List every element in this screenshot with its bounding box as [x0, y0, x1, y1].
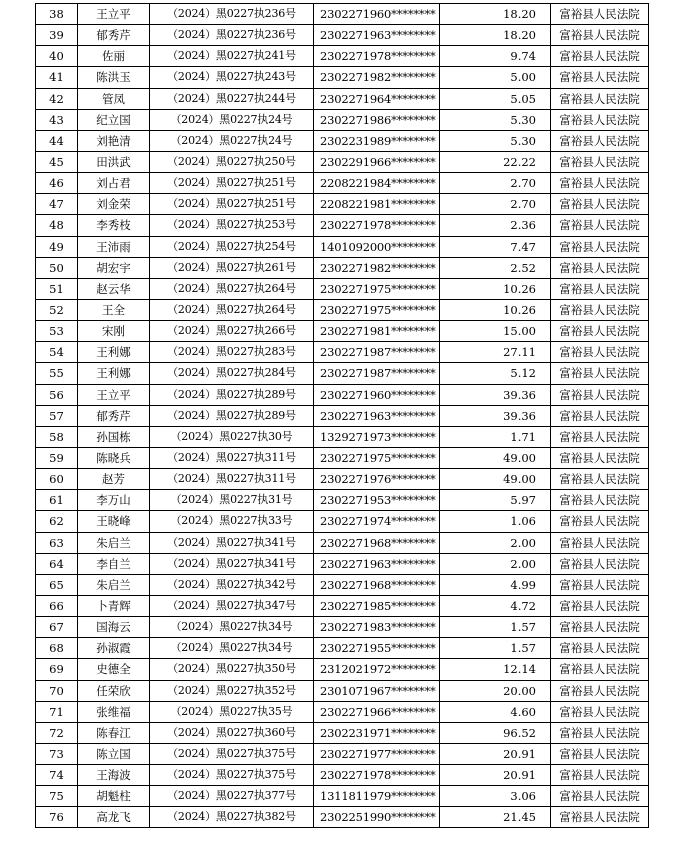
case-number-cell: （2024）黑0227执266号	[150, 321, 314, 342]
amount-cell: 9.74	[440, 46, 551, 67]
row-number-cell: 53	[36, 321, 78, 342]
row-number-cell: 72	[36, 722, 78, 743]
court-name-cell: 富裕县人民法院	[551, 88, 649, 109]
person-name-cell: 刘金荣	[78, 194, 150, 215]
table-row	[36, 363, 649, 384]
case-number-cell: （2024）黑0227执375号	[150, 765, 314, 786]
case-number-cell: （2024）黑0227执261号	[150, 257, 314, 278]
row-number-cell: 43	[36, 109, 78, 130]
person-name-cell: 纪立国	[78, 109, 150, 130]
person-name-cell: 李秀枝	[78, 215, 150, 236]
person-name-cell: 郁秀芹	[78, 25, 150, 46]
row-number-cell: 68	[36, 638, 78, 659]
table-body	[36, 4, 649, 828]
amount-cell: 18.20	[440, 25, 551, 46]
case-number-cell: （2024）黑0227执236号	[150, 25, 314, 46]
row-number-cell: 60	[36, 469, 78, 490]
id-number-cell: 2302271953********	[314, 490, 440, 511]
amount-cell: 1.71	[440, 426, 551, 447]
person-name-cell: 王立平	[78, 4, 150, 25]
court-name-cell: 富裕县人民法院	[551, 574, 649, 595]
amount-cell: 20.00	[440, 680, 551, 701]
court-name-cell: 富裕县人民法院	[551, 194, 649, 215]
court-name-cell: 富裕县人民法院	[551, 151, 649, 172]
table-row	[36, 405, 649, 426]
case-number-cell: （2024）黑0227执24号	[150, 109, 314, 130]
amount-cell: 18.20	[440, 4, 551, 25]
row-number-cell: 45	[36, 151, 78, 172]
table-row	[36, 426, 649, 447]
table-row	[36, 342, 649, 363]
row-number-cell: 39	[36, 25, 78, 46]
row-number-cell: 49	[36, 236, 78, 257]
execution-list-table	[35, 3, 649, 828]
id-number-cell: 2302271986********	[314, 109, 440, 130]
amount-cell: 5.12	[440, 363, 551, 384]
id-number-cell: 2302271978********	[314, 215, 440, 236]
case-number-cell: （2024）黑0227执264号	[150, 299, 314, 320]
table-row	[36, 553, 649, 574]
id-number-cell: 2302291966********	[314, 151, 440, 172]
court-name-cell: 富裕县人民法院	[551, 680, 649, 701]
court-name-cell: 富裕县人民法院	[551, 659, 649, 680]
id-number-cell: 2302271978********	[314, 765, 440, 786]
table-row	[36, 130, 649, 151]
id-number-cell: 2302271964********	[314, 88, 440, 109]
table-row	[36, 511, 649, 532]
id-number-cell: 2302271963********	[314, 553, 440, 574]
row-number-cell: 65	[36, 574, 78, 595]
row-number-cell: 67	[36, 617, 78, 638]
id-number-cell: 2302271981********	[314, 321, 440, 342]
id-number-cell: 2302271968********	[314, 574, 440, 595]
case-number-cell: （2024）黑0227执31号	[150, 490, 314, 511]
person-name-cell: 佐丽	[78, 46, 150, 67]
amount-cell: 4.72	[440, 595, 551, 616]
person-name-cell: 卜青辉	[78, 595, 150, 616]
person-name-cell: 刘艳清	[78, 130, 150, 151]
court-name-cell: 富裕县人民法院	[551, 765, 649, 786]
id-number-cell: 2302271963********	[314, 405, 440, 426]
row-number-cell: 40	[36, 46, 78, 67]
table-row	[36, 807, 649, 828]
court-name-cell: 富裕县人民法院	[551, 469, 649, 490]
person-name-cell: 任荣欣	[78, 680, 150, 701]
court-name-cell: 富裕县人民法院	[551, 46, 649, 67]
person-name-cell: 陈晓兵	[78, 447, 150, 468]
amount-cell: 21.45	[440, 807, 551, 828]
row-number-cell: 41	[36, 67, 78, 88]
case-number-cell: （2024）黑0227执350号	[150, 659, 314, 680]
amount-cell: 3.06	[440, 786, 551, 807]
document-table-container	[35, 3, 649, 828]
id-number-cell: 2302271983********	[314, 617, 440, 638]
id-number-cell: 2302231989********	[314, 130, 440, 151]
case-number-cell: （2024）黑0227执341号	[150, 553, 314, 574]
person-name-cell: 王晓峰	[78, 511, 150, 532]
court-name-cell: 富裕县人民法院	[551, 617, 649, 638]
amount-cell: 5.97	[440, 490, 551, 511]
table-row	[36, 151, 649, 172]
case-number-cell: （2024）黑0227执382号	[150, 807, 314, 828]
table-row	[36, 321, 649, 342]
court-name-cell: 富裕县人民法院	[551, 299, 649, 320]
person-name-cell: 孙国栋	[78, 426, 150, 447]
case-number-cell: （2024）黑0227执284号	[150, 363, 314, 384]
person-name-cell: 王利娜	[78, 363, 150, 384]
table-row	[36, 257, 649, 278]
table-row	[36, 278, 649, 299]
case-number-cell: （2024）黑0227执33号	[150, 511, 314, 532]
row-number-cell: 70	[36, 680, 78, 701]
row-number-cell: 47	[36, 194, 78, 215]
court-name-cell: 富裕县人民法院	[551, 321, 649, 342]
amount-cell: 12.14	[440, 659, 551, 680]
row-number-cell: 61	[36, 490, 78, 511]
id-number-cell: 1329271973********	[314, 426, 440, 447]
amount-cell: 2.70	[440, 173, 551, 194]
person-name-cell: 郁秀芹	[78, 405, 150, 426]
row-number-cell: 38	[36, 4, 78, 25]
amount-cell: 2.52	[440, 257, 551, 278]
court-name-cell: 富裕县人民法院	[551, 130, 649, 151]
amount-cell: 2.00	[440, 532, 551, 553]
amount-cell: 39.36	[440, 405, 551, 426]
case-number-cell: （2024）黑0227执289号	[150, 384, 314, 405]
id-number-cell: 2302271975********	[314, 299, 440, 320]
person-name-cell: 高龙飞	[78, 807, 150, 828]
amount-cell: 2.70	[440, 194, 551, 215]
person-name-cell: 田洪武	[78, 151, 150, 172]
case-number-cell: （2024）黑0227执34号	[150, 638, 314, 659]
id-number-cell: 2302271977********	[314, 743, 440, 764]
row-number-cell: 55	[36, 363, 78, 384]
court-name-cell: 富裕县人民法院	[551, 786, 649, 807]
case-number-cell: （2024）黑0227执311号	[150, 447, 314, 468]
case-number-cell: （2024）黑0227执35号	[150, 701, 314, 722]
court-name-cell: 富裕县人民法院	[551, 4, 649, 25]
case-number-cell: （2024）黑0227执34号	[150, 617, 314, 638]
row-number-cell: 73	[36, 743, 78, 764]
amount-cell: 4.60	[440, 701, 551, 722]
person-name-cell: 朱启兰	[78, 532, 150, 553]
table-row	[36, 722, 649, 743]
case-number-cell: （2024）黑0227执341号	[150, 532, 314, 553]
table-row	[36, 786, 649, 807]
id-number-cell: 2208221981********	[314, 194, 440, 215]
row-number-cell: 52	[36, 299, 78, 320]
court-name-cell: 富裕县人民法院	[551, 532, 649, 553]
case-number-cell: （2024）黑0227执236号	[150, 4, 314, 25]
amount-cell: 2.36	[440, 215, 551, 236]
amount-cell: 5.30	[440, 130, 551, 151]
row-number-cell: 51	[36, 278, 78, 299]
id-number-cell: 2302271955********	[314, 638, 440, 659]
amount-cell: 22.22	[440, 151, 551, 172]
row-number-cell: 69	[36, 659, 78, 680]
id-number-cell: 2302271976********	[314, 469, 440, 490]
table-row	[36, 236, 649, 257]
case-number-cell: （2024）黑0227执251号	[150, 173, 314, 194]
court-name-cell: 富裕县人民法院	[551, 236, 649, 257]
person-name-cell: 赵芳	[78, 469, 150, 490]
person-name-cell: 朱启兰	[78, 574, 150, 595]
id-number-cell: 2302271960********	[314, 4, 440, 25]
person-name-cell: 王全	[78, 299, 150, 320]
id-number-cell: 1311811979********	[314, 786, 440, 807]
court-name-cell: 富裕县人民法院	[551, 743, 649, 764]
court-name-cell: 富裕县人民法院	[551, 215, 649, 236]
court-name-cell: 富裕县人民法院	[551, 257, 649, 278]
table-row	[36, 88, 649, 109]
amount-cell: 5.00	[440, 67, 551, 88]
id-number-cell: 2302271963********	[314, 25, 440, 46]
court-name-cell: 富裕县人民法院	[551, 342, 649, 363]
amount-cell: 20.91	[440, 743, 551, 764]
court-name-cell: 富裕县人民法院	[551, 701, 649, 722]
amount-cell: 39.36	[440, 384, 551, 405]
court-name-cell: 富裕县人民法院	[551, 109, 649, 130]
case-number-cell: （2024）黑0227执244号	[150, 88, 314, 109]
table-row	[36, 680, 649, 701]
amount-cell: 7.47	[440, 236, 551, 257]
id-number-cell: 2302271987********	[314, 342, 440, 363]
case-number-cell: （2024）黑0227执251号	[150, 194, 314, 215]
table-row	[36, 659, 649, 680]
person-name-cell: 陈立国	[78, 743, 150, 764]
table-row	[36, 701, 649, 722]
court-name-cell: 富裕县人民法院	[551, 278, 649, 299]
case-number-cell: （2024）黑0227执264号	[150, 278, 314, 299]
row-number-cell: 50	[36, 257, 78, 278]
amount-cell: 20.91	[440, 765, 551, 786]
court-name-cell: 富裕县人民法院	[551, 490, 649, 511]
row-number-cell: 66	[36, 595, 78, 616]
table-row	[36, 743, 649, 764]
case-number-cell: （2024）黑0227执342号	[150, 574, 314, 595]
id-number-cell: 2302271975********	[314, 447, 440, 468]
case-number-cell: （2024）黑0227执352号	[150, 680, 314, 701]
case-number-cell: （2024）黑0227执241号	[150, 46, 314, 67]
row-number-cell: 71	[36, 701, 78, 722]
person-name-cell: 王利娜	[78, 342, 150, 363]
table-row	[36, 215, 649, 236]
amount-cell: 27.11	[440, 342, 551, 363]
court-name-cell: 富裕县人民法院	[551, 638, 649, 659]
table-row	[36, 173, 649, 194]
amount-cell: 5.05	[440, 88, 551, 109]
table-row	[36, 46, 649, 67]
table-row	[36, 574, 649, 595]
amount-cell: 15.00	[440, 321, 551, 342]
person-name-cell: 孙淑霞	[78, 638, 150, 659]
case-number-cell: （2024）黑0227执250号	[150, 151, 314, 172]
person-name-cell: 张维福	[78, 701, 150, 722]
court-name-cell: 富裕县人民法院	[551, 807, 649, 828]
row-number-cell: 64	[36, 553, 78, 574]
amount-cell: 2.00	[440, 553, 551, 574]
person-name-cell: 史德全	[78, 659, 150, 680]
row-number-cell: 46	[36, 173, 78, 194]
id-number-cell: 2302271978********	[314, 46, 440, 67]
court-name-cell: 富裕县人民法院	[551, 384, 649, 405]
court-name-cell: 富裕县人民法院	[551, 595, 649, 616]
id-number-cell: 2302231971********	[314, 722, 440, 743]
person-name-cell: 李自兰	[78, 553, 150, 574]
case-number-cell: （2024）黑0227执30号	[150, 426, 314, 447]
table-row	[36, 532, 649, 553]
amount-cell: 5.30	[440, 109, 551, 130]
id-number-cell: 2302251990********	[314, 807, 440, 828]
court-name-cell: 富裕县人民法院	[551, 426, 649, 447]
table-row	[36, 25, 649, 46]
person-name-cell: 王海波	[78, 765, 150, 786]
table-row	[36, 109, 649, 130]
table-row	[36, 447, 649, 468]
amount-cell: 49.00	[440, 447, 551, 468]
person-name-cell: 王沛雨	[78, 236, 150, 257]
row-number-cell: 63	[36, 532, 78, 553]
person-name-cell: 李万山	[78, 490, 150, 511]
id-number-cell: 2208221984********	[314, 173, 440, 194]
table-row	[36, 67, 649, 88]
row-number-cell: 58	[36, 426, 78, 447]
court-name-cell: 富裕县人民法院	[551, 25, 649, 46]
row-number-cell: 75	[36, 786, 78, 807]
table-row	[36, 490, 649, 511]
row-number-cell: 62	[36, 511, 78, 532]
table-row	[36, 765, 649, 786]
row-number-cell: 74	[36, 765, 78, 786]
amount-cell: 1.06	[440, 511, 551, 532]
court-name-cell: 富裕县人民法院	[551, 67, 649, 88]
court-name-cell: 富裕县人民法院	[551, 553, 649, 574]
id-number-cell: 2302271968********	[314, 532, 440, 553]
person-name-cell: 宋刚	[78, 321, 150, 342]
table-row	[36, 384, 649, 405]
id-number-cell: 2302271974********	[314, 511, 440, 532]
id-number-cell: 2312021972********	[314, 659, 440, 680]
amount-cell: 1.57	[440, 638, 551, 659]
row-number-cell: 54	[36, 342, 78, 363]
court-name-cell: 富裕县人民法院	[551, 447, 649, 468]
case-number-cell: （2024）黑0227执283号	[150, 342, 314, 363]
table-row	[36, 617, 649, 638]
case-number-cell: （2024）黑0227执375号	[150, 743, 314, 764]
id-number-cell: 2302271975********	[314, 278, 440, 299]
case-number-cell: （2024）黑0227执24号	[150, 130, 314, 151]
row-number-cell: 44	[36, 130, 78, 151]
person-name-cell: 刘占君	[78, 173, 150, 194]
id-number-cell: 2302271960********	[314, 384, 440, 405]
id-number-cell: 2302271966********	[314, 701, 440, 722]
table-row	[36, 4, 649, 25]
id-number-cell: 1401092000********	[314, 236, 440, 257]
person-name-cell: 国海云	[78, 617, 150, 638]
court-name-cell: 富裕县人民法院	[551, 405, 649, 426]
court-name-cell: 富裕县人民法院	[551, 511, 649, 532]
case-number-cell: （2024）黑0227执360号	[150, 722, 314, 743]
case-number-cell: （2024）黑0227执254号	[150, 236, 314, 257]
id-number-cell: 2302271987********	[314, 363, 440, 384]
row-number-cell: 48	[36, 215, 78, 236]
case-number-cell: （2024）黑0227执311号	[150, 469, 314, 490]
court-name-cell: 富裕县人民法院	[551, 722, 649, 743]
person-name-cell: 王立平	[78, 384, 150, 405]
amount-cell: 4.99	[440, 574, 551, 595]
id-number-cell: 2302271982********	[314, 257, 440, 278]
id-number-cell: 2302271985********	[314, 595, 440, 616]
id-number-cell: 2302271982********	[314, 67, 440, 88]
row-number-cell: 42	[36, 88, 78, 109]
person-name-cell: 赵云华	[78, 278, 150, 299]
amount-cell: 1.57	[440, 617, 551, 638]
court-name-cell: 富裕县人民法院	[551, 173, 649, 194]
case-number-cell: （2024）黑0227执243号	[150, 67, 314, 88]
row-number-cell: 76	[36, 807, 78, 828]
person-name-cell: 陈洪玉	[78, 67, 150, 88]
row-number-cell: 57	[36, 405, 78, 426]
case-number-cell: （2024）黑0227执347号	[150, 595, 314, 616]
amount-cell: 10.26	[440, 278, 551, 299]
case-number-cell: （2024）黑0227执289号	[150, 405, 314, 426]
amount-cell: 49.00	[440, 469, 551, 490]
table-row	[36, 469, 649, 490]
table-row	[36, 299, 649, 320]
case-number-cell: （2024）黑0227执377号	[150, 786, 314, 807]
court-name-cell: 富裕县人民法院	[551, 363, 649, 384]
row-number-cell: 56	[36, 384, 78, 405]
case-number-cell: （2024）黑0227执253号	[150, 215, 314, 236]
person-name-cell: 陈春江	[78, 722, 150, 743]
amount-cell: 96.52	[440, 722, 551, 743]
amount-cell: 10.26	[440, 299, 551, 320]
person-name-cell: 管凤	[78, 88, 150, 109]
person-name-cell: 胡魁柱	[78, 786, 150, 807]
table-row	[36, 638, 649, 659]
table-row	[36, 595, 649, 616]
table-row	[36, 194, 649, 215]
id-number-cell: 2301071967********	[314, 680, 440, 701]
person-name-cell: 胡宏宇	[78, 257, 150, 278]
row-number-cell: 59	[36, 447, 78, 468]
